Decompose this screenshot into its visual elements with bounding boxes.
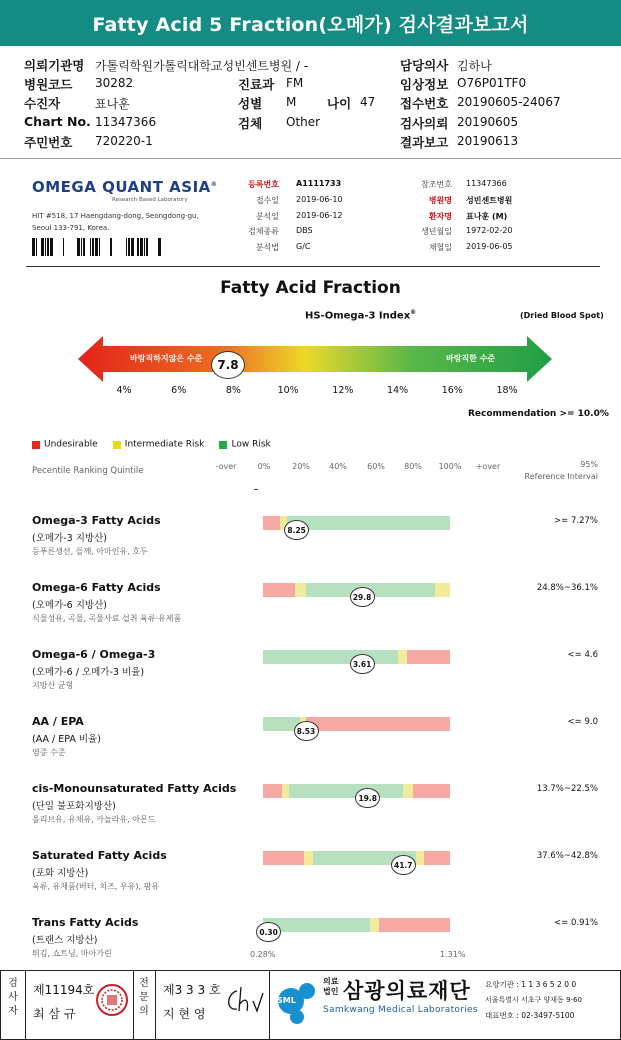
test-food-sources: 등푸른생선, 들깨, 아마인유, 호두 xyxy=(32,547,148,556)
test-korean-name: (트랜스 지방산) xyxy=(32,935,98,946)
analysis-date-value: 2019-06-12 xyxy=(296,211,343,220)
report-label: 결과보고 xyxy=(400,135,449,150)
reference-interval: <= 9.0 xyxy=(567,717,598,727)
risk-bar-segment-yellow xyxy=(282,784,289,798)
risk-bar-segment-green xyxy=(289,784,403,798)
risk-bar-segment-green xyxy=(287,516,450,530)
ref-no-label: 참조번호 xyxy=(421,180,452,189)
value-marker xyxy=(350,654,375,674)
divider xyxy=(26,266,600,267)
index-title: Fatty Acid Fraction xyxy=(220,278,401,298)
value-marker xyxy=(350,587,375,607)
test-food-sources: 튀김, 쇼트닝, 마아가린 xyxy=(32,949,112,958)
test-value: 41.7 xyxy=(393,860,413,870)
test-korean-name: (단일 불포화지방산) xyxy=(32,801,116,812)
value-marker xyxy=(294,721,319,741)
percentile-tick-label: 60% xyxy=(367,462,385,471)
test-value: 3.61 xyxy=(352,659,372,669)
test-value: 8.25 xyxy=(287,525,306,535)
percentile-tick-label: 40% xyxy=(329,462,347,471)
age-value: 47 xyxy=(360,95,376,109)
test-value: 19.8 xyxy=(358,793,377,803)
receipt-date-label: 접수일 xyxy=(255,196,279,205)
age-label: 나이 xyxy=(327,96,352,111)
specialist-name: 지 현 영 xyxy=(163,1007,206,1021)
test-name: Trans Fatty Acids xyxy=(32,916,139,929)
specimen-type-label: 검체종류 xyxy=(248,227,279,236)
legend-low: Low Risk xyxy=(231,439,271,450)
risk-bar-segment-red xyxy=(263,583,295,597)
request-value: 20190605 xyxy=(457,115,519,129)
clinical-label: 임상정보 xyxy=(400,77,449,92)
method-label: 분석법 xyxy=(255,243,279,252)
range-max-label: 1.31% xyxy=(440,950,466,959)
clinical-value: O76P01TF0 xyxy=(457,76,527,90)
sml-text: SML xyxy=(277,996,296,1005)
gauge-tick-label: 10% xyxy=(277,385,299,396)
test-korean-name: (오메가-6 / 오메가-3 비율) xyxy=(32,667,145,678)
risk-bar-segment-yellow xyxy=(403,784,412,798)
percentile-tick-label: -over xyxy=(215,462,237,471)
report-title-banner xyxy=(0,0,621,46)
percentile-tick-label: 80% xyxy=(404,462,422,471)
risk-bar-segment-red xyxy=(413,784,450,798)
risk-bar-segment-red xyxy=(306,717,450,731)
inspector-no: 제11194호 xyxy=(33,983,95,997)
sample-note: (Dried Blood Spot) xyxy=(520,311,604,320)
test-name: Omega-3 Fatty Acids xyxy=(32,514,161,527)
index-subtitle: HS-Omega-3 Index® xyxy=(305,309,417,322)
receiver-label: 수진자 xyxy=(24,96,61,111)
test-value: 29.8 xyxy=(352,592,372,602)
report-title: Fatty Acid 5 Fraction(오메가) 검사결과보고서 xyxy=(92,13,529,36)
range-min-label: 0.28% xyxy=(250,950,276,959)
ref-title-2: Reference Interval xyxy=(524,472,598,481)
reference-interval: <= 0.91% xyxy=(554,918,598,928)
risk-bar-segment-yellow xyxy=(370,918,379,932)
collect-label: 채혈일 xyxy=(428,243,452,252)
receiver-value: 표나훈 xyxy=(95,97,130,111)
institution-value: 가톨릭학원가톨릭대학교성빈센트병원 / - xyxy=(95,59,309,73)
risk-bar-segment-yellow xyxy=(295,583,306,597)
specialist-vertical-label: 전문의 xyxy=(139,978,149,1017)
percentile-tick-label: +over xyxy=(475,462,501,471)
gauge-tick-label: 6% xyxy=(171,385,187,396)
percentile-title: Pecentile Ranking Quintile xyxy=(32,466,144,476)
org-name: 삼광의료재단 xyxy=(343,979,471,1003)
receipt-label: 접수번호 xyxy=(400,96,449,111)
test-korean-name: (오메가-3 지방산) xyxy=(32,533,107,544)
chart-label: Chart No. xyxy=(24,114,91,129)
value-marker xyxy=(355,788,380,808)
risk-bar-segment-red xyxy=(424,851,450,865)
ref-no-value: 11347366 xyxy=(466,179,507,188)
lab-logo: OMEGA QUANT ASIA® xyxy=(32,178,218,196)
value-marker xyxy=(391,855,416,875)
org-english-name: Samkwang Medical Laboratories xyxy=(323,1005,478,1015)
reference-interval: 13.7%~22.5% xyxy=(536,784,598,794)
test-food-sources: 육류, 유제품(버터, 치즈, 우유), 팜유 xyxy=(32,882,160,891)
gauge-tick-label: 4% xyxy=(116,385,132,396)
org-prefix: 의료법인 xyxy=(323,977,339,996)
risk-bar-segment-red xyxy=(379,918,450,932)
gauge-tick-label: 12% xyxy=(332,385,354,396)
value-marker xyxy=(284,520,309,540)
risk-bar xyxy=(263,717,450,731)
risk-bar-segment-yellow xyxy=(304,851,313,865)
index-value: 7.8 xyxy=(217,358,239,372)
divider xyxy=(0,158,621,159)
test-korean-name: (포화 지방산) xyxy=(32,868,89,879)
inspector-vertical-label: 검사자 xyxy=(8,978,18,1017)
analysis-date-label: 분석일 xyxy=(255,212,279,221)
risk-bar-segment-red xyxy=(263,851,304,865)
tick-mark xyxy=(254,489,258,490)
signature-icon xyxy=(223,985,265,1015)
report-value: 20190613 xyxy=(457,134,519,148)
barcode-icon xyxy=(32,238,170,256)
reference-interval: >= 7.27% xyxy=(554,516,598,526)
value-marker xyxy=(256,922,281,942)
reg-no-value: A1111733 xyxy=(296,179,342,188)
gauge-left-label: 바람직하지않은 수준 xyxy=(130,354,203,363)
test-food-sources: 지방산 균형 xyxy=(32,681,74,690)
test-korean-name: (AA / EPA 비율) xyxy=(32,734,101,745)
id-label: 주민번호 xyxy=(24,135,73,150)
test-name: AA / EPA xyxy=(32,715,84,728)
reference-interval: 37.6%~42.8% xyxy=(536,851,598,861)
legend-intermediate: Intermediate Risk xyxy=(124,439,205,450)
test-name: Omega-6 Fatty Acids xyxy=(32,581,161,594)
institution-label: 의뢰기관명 xyxy=(24,58,85,73)
specimen-value: Other xyxy=(286,115,321,129)
specimen-label: 검체 xyxy=(238,116,263,131)
test-value: 0.30 xyxy=(259,927,278,937)
sex-value: M xyxy=(286,95,297,109)
hospital-value: 성빈센트병원 xyxy=(466,196,513,205)
percentile-tick-label: 100% xyxy=(438,462,462,471)
patient-label: 환자명 xyxy=(428,212,452,221)
risk-bar-segment-yellow xyxy=(416,851,423,865)
gauge-tick-label: 8% xyxy=(225,385,241,396)
hospital-code-value: 30282 xyxy=(95,76,134,90)
dept-value: FM xyxy=(286,76,304,90)
legend-low-swatch xyxy=(219,441,227,449)
risk-bar-segment-red xyxy=(263,784,282,798)
test-name: Saturated Fatty Acids xyxy=(32,849,167,862)
dob-value: 1972-02-20 xyxy=(466,226,513,235)
contact-2: 서울특별시 서초구 양재동 9-60 xyxy=(485,996,582,1004)
reference-interval: 24.8%~36.1% xyxy=(536,583,598,593)
gauge-tick-label: 18% xyxy=(496,385,518,396)
test-korean-name: (오메가-6 지방산) xyxy=(32,600,107,611)
collect-value: 2019-06-05 xyxy=(466,242,513,251)
test-name: Omega-6 / Omega-3 xyxy=(32,648,156,661)
test-name: cis-Monounsaturated Fatty Acids xyxy=(32,782,237,795)
risk-bar-segment-yellow xyxy=(435,583,450,597)
legend-undesirable: Undesirable xyxy=(44,439,98,450)
chart-value: 11347366 xyxy=(95,115,157,129)
gauge-tick-label: 16% xyxy=(441,385,463,396)
receipt-date-value: 2019-06-10 xyxy=(296,195,343,204)
contact-3: 대표번호 : 02-3497-5100 xyxy=(485,1011,575,1020)
risk-bar-segment-yellow xyxy=(398,650,407,664)
specimen-type-value: DBS xyxy=(296,226,313,235)
dob-label: 생년월일 xyxy=(421,227,452,236)
doctor-value: 김하나 xyxy=(457,59,492,73)
reference-interval: <= 4.6 xyxy=(567,650,598,660)
id-value: 720220-1 xyxy=(95,134,153,148)
request-label: 검사의뢰 xyxy=(400,116,449,131)
gauge-ticks xyxy=(0,385,621,399)
hospital-code-label: 병원코드 xyxy=(24,77,73,92)
risk-bar-segment-green xyxy=(263,650,398,664)
risk-bar-segment-red xyxy=(263,516,280,530)
ref-title-1: 95% xyxy=(580,460,598,469)
gauge-tick-label: 14% xyxy=(387,385,409,396)
risk-bar xyxy=(263,918,450,932)
seal-stamp-icon xyxy=(95,983,129,1017)
risk-bar-segment-red xyxy=(407,650,450,664)
gauge-right-label: 바람직한 수준 xyxy=(446,354,496,363)
legend xyxy=(32,434,271,453)
test-food-sources: 염증 수준 xyxy=(32,748,66,757)
recommendation: Recommendation >= 10.0% xyxy=(468,409,609,419)
percentile-tick-label: 20% xyxy=(292,462,310,471)
lab-logo-sub: Research Based Laboratory xyxy=(112,197,188,203)
index-value-marker xyxy=(211,351,245,379)
method-value: G/C xyxy=(296,242,311,251)
specialist-no: 제3 3 3 호 xyxy=(163,983,221,997)
footer xyxy=(0,970,621,1040)
doctor-label: 담당의사 xyxy=(400,58,449,73)
legend-intermediate-swatch xyxy=(113,441,121,449)
patient-value: 표나훈 (M) xyxy=(466,212,508,221)
lab-address-1: HIT #518, 17 Haengdang-dong, Seongdong-gu, xyxy=(32,212,199,220)
percentile-tick-label: 0% xyxy=(257,462,271,471)
inspector-name: 최 삼 규 xyxy=(33,1007,76,1021)
test-food-sources: 올리브유, 유채유, 카놀라유, 아몬드 xyxy=(32,815,156,824)
test-value: 8.53 xyxy=(296,726,316,736)
sex-label: 성별 xyxy=(238,96,263,111)
receipt-value: 20190605-24067 xyxy=(457,95,561,109)
risk-bar xyxy=(263,851,450,865)
dept-label: 진료과 xyxy=(238,77,275,92)
legend-undesirable-swatch xyxy=(32,441,40,449)
reg-no-label: 등록번호 xyxy=(248,180,279,189)
hospital-label: 병원명 xyxy=(428,196,452,205)
lab-address-2: Seoul 133-791, Korea. xyxy=(32,224,110,232)
contact-1: 요양기관 : 1 1 3 6 5 2 0 0 xyxy=(485,980,577,989)
test-food-sources: 식물성유, 곡물, 곡물사료 섭취 육류·유제품 xyxy=(32,614,182,623)
